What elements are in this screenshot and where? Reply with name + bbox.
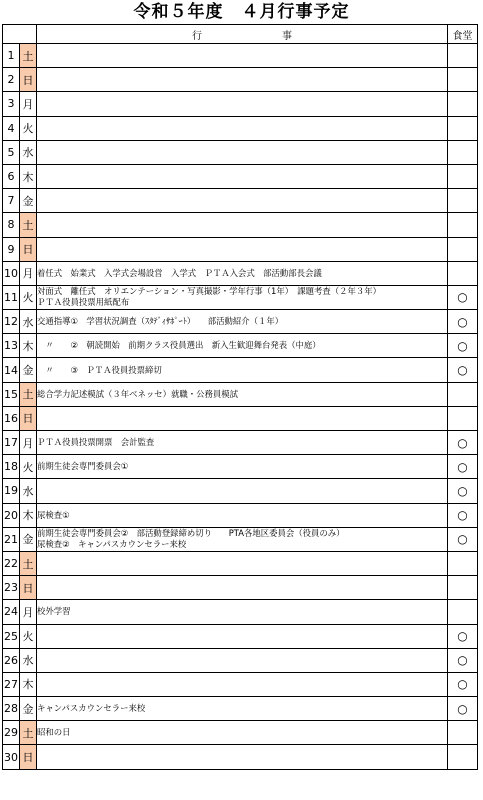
day-number: 29: [3, 721, 20, 745]
day-number: 9: [3, 237, 20, 261]
cafeteria-mark: [448, 600, 478, 624]
day-number: 20: [3, 503, 20, 527]
cafeteria-mark: [448, 92, 478, 116]
cafeteria-mark: [448, 261, 478, 285]
weekday: 金: [20, 527, 37, 551]
events-cell: [37, 431, 448, 455]
events-cell: [37, 406, 448, 430]
cafeteria-mark: [448, 164, 478, 188]
table-row: [3, 92, 478, 116]
table-row: [3, 672, 478, 696]
day-number: 1: [3, 44, 20, 68]
event-line: 〃 ③ ＰＴＡ役員投票締切: [37, 364, 162, 375]
table-row: [3, 261, 478, 285]
cafeteria-mark: [448, 382, 478, 406]
events-cell: [37, 672, 448, 696]
events-cell: [37, 624, 448, 648]
day-number: 17: [3, 431, 20, 455]
events-cell: [37, 92, 448, 116]
events-cell: [37, 285, 448, 309]
cafeteria-mark: ○: [448, 648, 478, 672]
weekday: 火: [20, 285, 37, 309]
cafeteria-mark: [448, 213, 478, 237]
table-row: [3, 140, 478, 164]
events-cell: [37, 116, 448, 140]
weekday: 土: [20, 44, 37, 68]
table-row: [3, 310, 478, 334]
cafeteria-mark: [448, 576, 478, 600]
cafeteria-mark: ○: [448, 697, 478, 721]
table-row: [3, 44, 478, 68]
events-cell: [37, 68, 448, 92]
day-number: 15: [3, 382, 20, 406]
event-line: 校外学習: [37, 606, 71, 617]
weekday: 水: [20, 648, 37, 672]
cafeteria-mark: [448, 721, 478, 745]
weekday: 木: [20, 503, 37, 527]
table-row: [3, 503, 478, 527]
weekday: 日: [20, 406, 37, 430]
weekday: 水: [20, 310, 37, 334]
cafeteria-mark: [448, 237, 478, 261]
events-cell: [37, 745, 448, 769]
weekday: 金: [20, 189, 37, 213]
cafeteria-mark: ○: [448, 358, 478, 382]
weekday: 月: [20, 92, 37, 116]
weekday: 土: [20, 382, 37, 406]
events-cell: [37, 600, 448, 624]
day-number: 12: [3, 310, 20, 334]
weekday: 金: [20, 697, 37, 721]
events-cell: [37, 358, 448, 382]
table-row: [3, 164, 478, 188]
cafeteria-mark: [448, 745, 478, 769]
events-cell: [37, 334, 448, 358]
day-number: 21: [3, 527, 20, 551]
cafeteria-mark: [448, 140, 478, 164]
day-number: 14: [3, 358, 20, 382]
day-number: 22: [3, 551, 20, 575]
weekday: 火: [20, 455, 37, 479]
events-cell: [37, 503, 448, 527]
weekday: 日: [20, 745, 37, 769]
day-number: 24: [3, 600, 20, 624]
event-line: 昭和の日: [37, 727, 71, 738]
day-number: 28: [3, 697, 20, 721]
day-number: 6: [3, 164, 20, 188]
table-row: [3, 527, 478, 551]
event-line: 尿検査② キャンパスカウンセラー来校: [37, 539, 187, 550]
event-line: ＰＴＡ役員投票用紙配布: [37, 297, 130, 308]
day-number: 13: [3, 334, 20, 358]
events-cell: [37, 237, 448, 261]
weekday: 火: [20, 624, 37, 648]
cafeteria-mark: ○: [448, 672, 478, 696]
events-cell: [37, 697, 448, 721]
table-row: [3, 576, 478, 600]
weekday: 土: [20, 721, 37, 745]
weekday: 土: [20, 213, 37, 237]
header-date-cell: [3, 25, 37, 44]
day-number: 26: [3, 648, 20, 672]
event-line: 前期生徒会専門委員会①: [37, 461, 129, 472]
table-row: [3, 358, 478, 382]
event-line: 前期生徒会専門委員会② 部活動登録締め切り PTA各地区委員会（役員のみ）: [37, 528, 345, 539]
table-row: [3, 431, 478, 455]
events-cell: [37, 551, 448, 575]
weekday: 水: [20, 140, 37, 164]
weekday: 金: [20, 358, 37, 382]
table-row: [3, 624, 478, 648]
cafeteria-mark: [448, 189, 478, 213]
weekday: 日: [20, 576, 37, 600]
table-row: [3, 455, 478, 479]
table-row: [3, 745, 478, 769]
day-number: 19: [3, 479, 20, 503]
events-cell: [37, 527, 448, 551]
table-row: [3, 406, 478, 430]
day-number: 7: [3, 189, 20, 213]
cafeteria-mark: [448, 44, 478, 68]
day-number: 10: [3, 261, 20, 285]
events-cell: [37, 44, 448, 68]
events-cell: [37, 213, 448, 237]
table-row: [3, 334, 478, 358]
events-cell: [37, 455, 448, 479]
page-title: 令和５年度 ４月行事予定: [133, 2, 350, 22]
event-line: 総合学力記述模試（３年ベネッセ）就職・公務員模試: [37, 388, 238, 399]
events-cell: [37, 164, 448, 188]
day-number: 5: [3, 140, 20, 164]
weekday: 木: [20, 334, 37, 358]
table-row: [3, 697, 478, 721]
events-cell: [37, 479, 448, 503]
header-events: 行 事: [37, 25, 448, 44]
day-number: 16: [3, 406, 20, 430]
cafeteria-mark: ○: [448, 431, 478, 455]
events-cell: [37, 648, 448, 672]
day-number: 23: [3, 576, 20, 600]
cafeteria-mark: ○: [448, 503, 478, 527]
table-row: [3, 600, 478, 624]
day-number: 3: [3, 92, 20, 116]
table-row: [3, 189, 478, 213]
day-number: 2: [3, 68, 20, 92]
weekday: 日: [20, 68, 37, 92]
events-cell: [37, 261, 448, 285]
table-row: [3, 213, 478, 237]
table-row: [3, 116, 478, 140]
weekday: 月: [20, 261, 37, 285]
day-number: 25: [3, 624, 20, 648]
event-line: 交通指導① 学習状況調査（ｽﾀﾃﾞｨｻﾎﾟｰﾄ） 部活動紹介（１年）: [37, 316, 284, 327]
table-row: [3, 68, 478, 92]
day-number: 27: [3, 672, 20, 696]
cafeteria-mark: ○: [448, 527, 478, 551]
weekday: 木: [20, 672, 37, 696]
day-number: 4: [3, 116, 20, 140]
table-row: [3, 551, 478, 575]
header-row: [3, 25, 478, 44]
events-cell: [37, 721, 448, 745]
table-row: [3, 285, 478, 309]
events-cell: [37, 310, 448, 334]
weekday: 木: [20, 164, 37, 188]
event-line: 対面式 離任式 オリエンテーション・写真撮影・学年行事（1年） 課題考査（２年３年）: [37, 286, 382, 297]
event-line: 〃 ② 朝読開始 前期クラス役員選出 新入生歓迎舞台発表（中庭）: [37, 340, 321, 351]
table-row: [3, 648, 478, 672]
cafeteria-mark: [448, 551, 478, 575]
events-cell: [37, 382, 448, 406]
events-cell: [37, 576, 448, 600]
table-row: [3, 479, 478, 503]
schedule-table: [2, 24, 478, 770]
events-cell: [37, 140, 448, 164]
table-row: [3, 237, 478, 261]
weekday: 日: [20, 237, 37, 261]
event-line: キャンパスカウンセラー来校: [37, 703, 146, 714]
weekday: 土: [20, 551, 37, 575]
weekday: 火: [20, 116, 37, 140]
table-row: [3, 382, 478, 406]
events-cell: [37, 189, 448, 213]
weekday: 月: [20, 431, 37, 455]
day-number: 8: [3, 213, 20, 237]
weekday: 月: [20, 600, 37, 624]
cafeteria-mark: [448, 406, 478, 430]
event-line: ＰＴＡ役員投票開票 会計監査: [37, 437, 155, 448]
day-number: 18: [3, 455, 20, 479]
cafeteria-mark: ○: [448, 310, 478, 334]
cafeteria-mark: ○: [448, 334, 478, 358]
header-cafeteria: 食堂: [448, 25, 478, 44]
cafeteria-mark: [448, 68, 478, 92]
cafeteria-mark: ○: [448, 479, 478, 503]
weekday: 水: [20, 479, 37, 503]
cafeteria-mark: ○: [448, 455, 478, 479]
cafeteria-mark: ○: [448, 285, 478, 309]
cafeteria-mark: ○: [448, 624, 478, 648]
day-number: 30: [3, 745, 20, 769]
event-line: 着任式 始業式 入学式会場設営 入学式 ＰＴＡ入会式 部活動部長会議: [37, 267, 322, 278]
event-line: 尿検査①: [37, 509, 70, 520]
day-number: 11: [3, 285, 20, 309]
table-row: [3, 721, 478, 745]
cafeteria-mark: [448, 116, 478, 140]
